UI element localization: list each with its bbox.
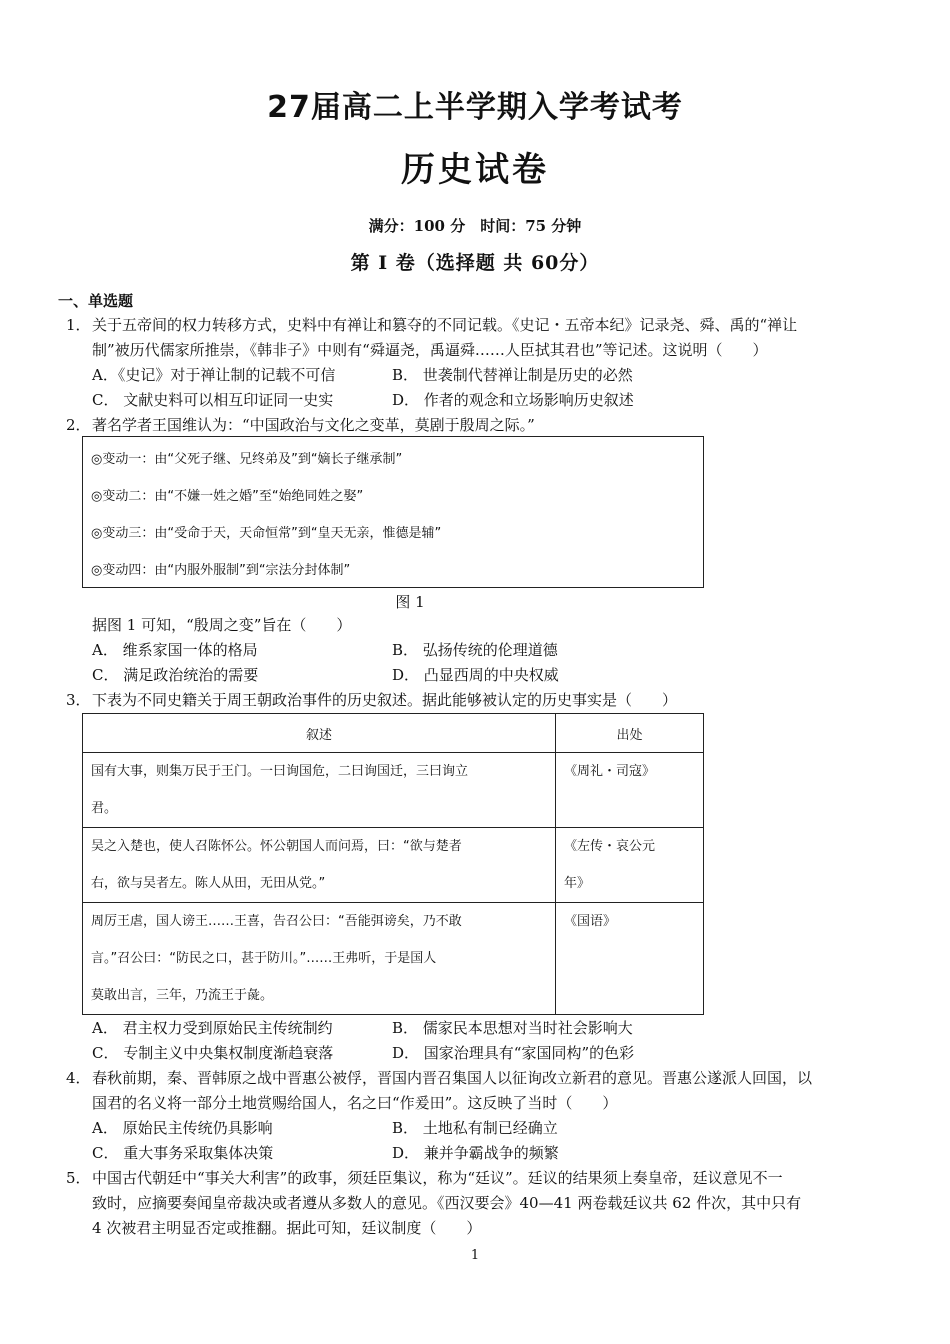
q1-option-d: D． 作者的观念和立场影响历史叙述 (392, 391, 634, 409)
score-time: 满分：100 分 时间：75 分钟 (368, 217, 582, 235)
change-2: ◎变动二：由“不嫌一姓之婚”至“始绝同姓之娶” (91, 489, 364, 504)
change-4: ◎变动四：由“内服外服制”到“宗法分封体制” (91, 563, 351, 578)
q4-option-a: A． 原始民主传统仍具影响 (92, 1119, 273, 1137)
q4-option-d: D． 兼并争霸战争的频繁 (392, 1144, 559, 1162)
q2-option-a: A． 维系家国一体的格局 (92, 641, 258, 659)
q2-option-b: B． 弘扬传统的伦理道德 (392, 641, 558, 659)
table-header-source: 出处 (556, 714, 704, 753)
q3-number: 3． (66, 691, 91, 709)
change-1: ◎变动一：由“父死子继、兄终弟及”到“嫡长子继承制” (91, 452, 403, 467)
cell-line: 国有大事，则集万民于王门。一曰询国危，二曰询国迁，三曰询立 (91, 764, 469, 779)
q3-option-c: C． 专制主义中央集权制度渐趋衰落 (92, 1044, 334, 1062)
table-cell-source (556, 828, 704, 903)
section-heading: 一、单选题 (58, 292, 134, 310)
change-3: ◎变动三：由“受命于天，天命恒常”到“皇天无亲，惟德是辅” (91, 526, 442, 541)
figure-caption: 图 1 (395, 593, 425, 611)
q2-number: 2． (66, 416, 91, 434)
cell-line: 言。”召公曰：“防民之口，甚于防川。”……王弗听，于是国人 (91, 951, 437, 966)
q1-option-a: A．《史记》对于禅让制的记载不可信 (92, 366, 336, 384)
q4-option-b: B． 土地私有制已经确立 (392, 1119, 558, 1137)
q2-stem: 著名学者王国维认为：“中国政治与文化之变革，莫剧于殷周之际。” (92, 416, 535, 434)
q5-stem-line-1: 中国古代朝廷中“事关大利害”的政事，须廷臣集议，称为“廷议”。廷议的结果须上奏皇帝，廷议意见不一 (92, 1169, 783, 1187)
q5-stem-line-2: 致时，应摘要奏闻皇帝裁决或者遵从多数人的意见。《西汉要会》40—41 两卷载廷议共 62 件次，其中只有 (92, 1194, 802, 1212)
q1-stem-line-2: 制”被历代儒家所推崇，《韩非子》中则有“舜逼尧，禹逼舜……人臣拭其君也”等记述。这说明（ ） (92, 341, 768, 359)
table-header-row (83, 714, 704, 753)
table-row (83, 753, 704, 828)
cell-line: 右，欲与吴者左。陈人从田，无田从党。” (91, 876, 326, 891)
q5-stem-line-3: 4 次被君主明显否定或推翻。据此可知，廷议制度（ ） (92, 1219, 482, 1237)
cell-line: 《周礼・司寇》 (564, 764, 656, 779)
table-cell-narrative (83, 828, 556, 903)
cell-line: 《左传・哀公元 (564, 839, 656, 854)
cell-line: 君。 (91, 801, 118, 816)
q3-option-a: A． 君主权力受到原始民主传统制约 (92, 1019, 333, 1037)
subject-title: 历史试卷 (401, 150, 549, 190)
q1-option-c: C． 文献史料可以相互印证同一史实 (92, 391, 334, 409)
q4-option-c: C． 重大事务采取集体决策 (92, 1144, 274, 1162)
q3-stem: 下表为不同史籍关于周王朝政治事件的历史叙述。据此能够被认定的历史事实是（ ） (92, 691, 678, 709)
table-row (83, 828, 704, 903)
volume-heading: 第 Ⅰ 卷（选择题 共 60分） (350, 252, 600, 274)
cell-line: 莫敢出言，三年，乃流王于彘。 (91, 988, 274, 1003)
cell-line: 年》 (564, 876, 591, 891)
cell-line: 吴之入楚也，使人召陈怀公。怀公朝国人而问焉，曰：“欲与楚者 (91, 839, 462, 854)
table-header-narrative: 叙述 (83, 714, 556, 753)
q1-number: 1． (66, 316, 91, 334)
table-cell-source (556, 903, 704, 1015)
figure-1-box (82, 436, 704, 588)
table-cell-source (556, 753, 704, 828)
q2-question: 据图 1 可知，“殷周之变”旨在（ ） (92, 616, 352, 634)
history-table (82, 713, 704, 1015)
table-cell-narrative (83, 753, 556, 828)
table-row (83, 903, 704, 1015)
table-cell-narrative (83, 903, 556, 1015)
q4-number: 4． (66, 1069, 91, 1087)
q3-option-b: B． 儒家民本思想对当时社会影响大 (392, 1019, 633, 1037)
cell-line: 周厉王虐，国人谤王……王喜，告召公曰：“吾能弭谤矣，乃不敢 (91, 914, 462, 929)
exam-title: 27届高二上半学期入学考试考 (267, 90, 683, 125)
q2-option-d: D． 凸显西周的中央权威 (392, 666, 559, 684)
q2-option-c: C． 满足政治统治的需要 (92, 666, 259, 684)
q5-number: 5． (66, 1169, 91, 1187)
q3-option-d: D． 国家治理具有“家国同构”的色彩 (392, 1044, 635, 1062)
q1-stem-line-1: 关于五帝间的权力转移方式，史料中有禅让和篡夺的不同记载。《史记・五帝本纪》记录尧、舜、禹的“禅让 (92, 316, 798, 334)
q4-stem-line-1: 春秋前期，秦、晋韩原之战中晋惠公被俘，晋国内晋召集国人以征询改立新君的意见。晋惠公遂派人回国，以 (92, 1069, 813, 1087)
q4-stem-line-2: 国君的名义将一部分土地赏赐给国人，名之曰“作爰田”。这反映了当时（ ） (92, 1094, 618, 1112)
cell-line: 《国语》 (564, 914, 617, 929)
q1-option-b: B． 世袭制代替禅让制是历史的必然 (392, 366, 633, 384)
page-number: 1 (470, 1248, 480, 1263)
